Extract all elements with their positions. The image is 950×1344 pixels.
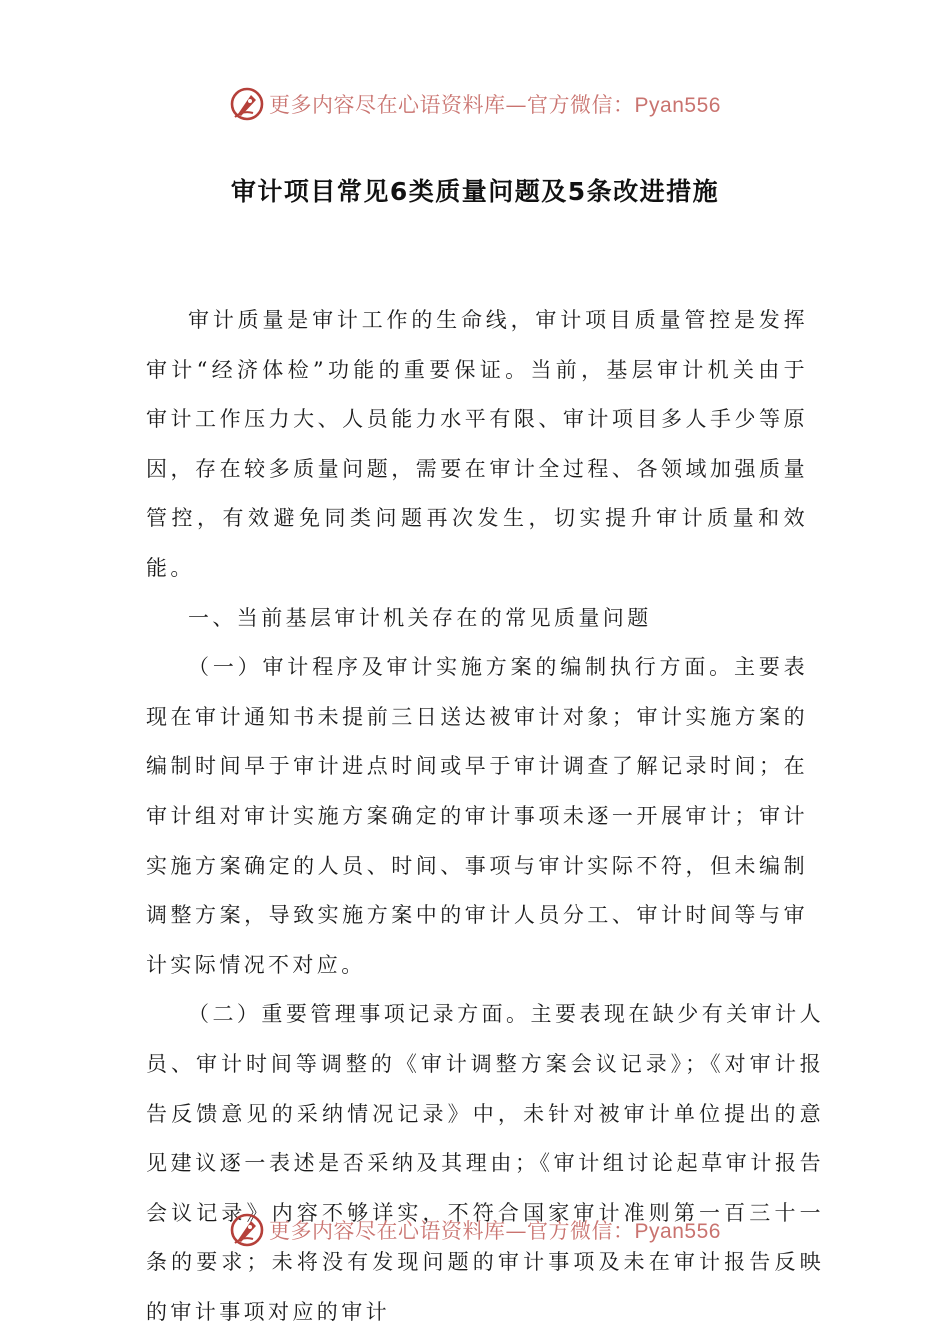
footer-watermark-banner xyxy=(0,1208,950,1252)
pen-nib-icon xyxy=(229,1212,265,1248)
pen-nib-icon xyxy=(229,86,265,122)
paragraph-item-1: （一）审计程序及审计实施方案的编制执行方面。主要表现在审计通知书未提前三日送达被审计对象；审计实施方案的编制时间早于审计进点时间或早于审计调查了解记录时间；在审计组对审计实施方案确定的审计事项未逐一开展审计；审计实施方案确定的人员、时间、事项与审计实际不符，但未编制调整方案，导致实施方案中的审计人员分工、审计时间等与审计实际情况不对应。 xyxy=(146,655,808,977)
paragraph-intro: 审计质量是审计工作的生命线，审计项目质量管控是发挥审计“经济体检”功能的重要保证。当前，基层审计机关由于审计工作压力大、人员能力水平有限、审计项目多人手少等原因，存在较多质量问题，需要在审计全过程、各领域加强质量管控，有效避免同类问题再次发生，切实提升审计质量和效能。 xyxy=(146,308,808,580)
header-watermark-banner xyxy=(0,82,950,126)
document-title: 审计项目常见6类质量问题及5条改进措施 xyxy=(230,177,720,206)
document-body xyxy=(146,296,824,1337)
section-heading-1: 一、当前基层审计机关存在的常见质量问题 xyxy=(188,605,652,630)
banner-wechat-id: Pyan556 xyxy=(634,1220,721,1243)
banner-wechat-id: Pyan556 xyxy=(634,94,721,117)
paragraph-item-2: （二）重要管理事项记录方面。主要表现在缺少有关审计人员、审计时间等调整的《审计调整方案会议记录》；《对审计报告反馈意见的采纳情况记录》中，未针对被审计单位提出的意见建议逐一表述是否采纳及其理由；《审计组讨论起草审计报告会议记录》内容不够详实，不符合国家审计准则第一百三十一条的要求；未将没有发现问题的审计事项及未在审计报告反映的审计事项对应的审计 xyxy=(146,1002,824,1324)
banner-text: 更多内容尽在心语资料库—官方微信：Pyan556 xyxy=(269,93,721,117)
banner-text: 更多内容尽在心语资料库—官方微信：Pyan556 xyxy=(269,1219,721,1243)
